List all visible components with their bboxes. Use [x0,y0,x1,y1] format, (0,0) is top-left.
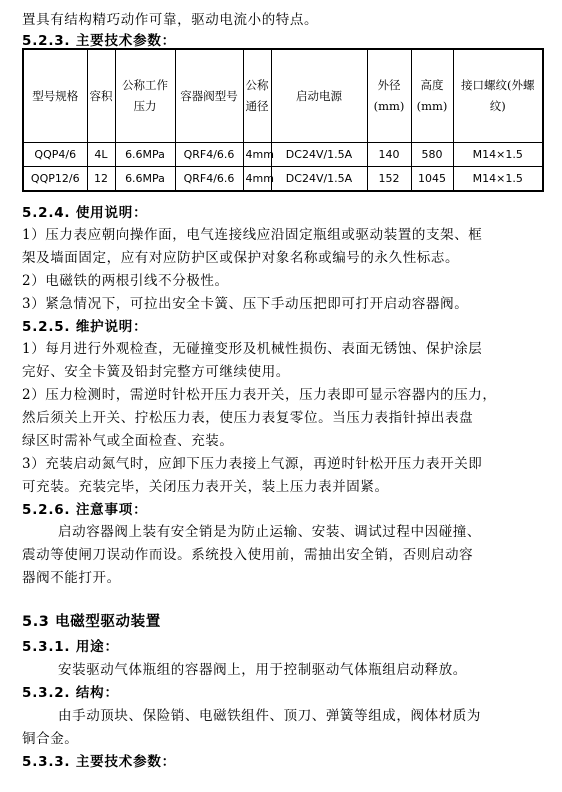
table-row [23,167,543,192]
section-5-2-6-heading [22,498,147,518]
table-cell: QRF4/6.6 [175,143,243,167]
text-line: 2）电磁铁的两根引线不分极性。 [22,273,229,289]
section-number: 5.3.3. [22,754,71,770]
section-title: 主要技术参数： [75,33,176,49]
table-header-cell: 容器阀型号 [175,49,243,143]
text-line: 2）压力检测时，需逆时针松开压力表开关，压力表即可显示容器内的压力， [22,387,497,403]
text-line: 1）每月进行外观检查，无碰撞变形及机械性损伤、表面无锈蚀、保护涂层 [22,341,483,357]
table-cell: QRF4/6.6 [175,167,243,192]
text-line: 3）紧急情况下，可拉出安全卡簧、压下手动压把即可打开启动容器阀。 [22,296,469,312]
table-header-cell: 型号规格 [23,49,87,143]
table-cell: M14×1.5 [453,143,543,167]
table-header-cell: 高度(mm) [411,49,453,143]
section-title: 注意事项： [75,502,148,518]
section-title: 使用说明： [75,205,148,221]
section-number: 5.3.1. [22,639,71,655]
section-5-3-2-heading [22,681,119,701]
section-5-3-heading [22,610,161,631]
table-cell: 1045 [411,167,453,192]
section-number: 5.2.6. [22,502,71,518]
table-header-cell: 接口螺纹(外螺纹) [453,49,543,143]
text-line: 可充装。充装完毕，关闭压力表开关，装上压力表并固紧。 [22,479,389,495]
table-cell: DC24V/1.5A [271,143,367,167]
section-title: 用途： [75,639,119,655]
section-number: 5.3 [22,614,50,630]
table-header-cell: 公称通径 [243,49,271,143]
text-line: 器阀不能打开。 [22,570,121,586]
section-title: 主要技术参数： [75,754,176,770]
section-number: 5.2.4. [22,205,71,221]
table-cell: 4L [87,143,115,167]
table-cell: DC24V/1.5A [271,167,367,192]
table-cell: 580 [411,143,453,167]
text-line: 铜合金。 [22,731,79,747]
table-header-cell: 容积 [87,49,115,143]
table-row [23,143,543,167]
table-header-cell: 外径(mm) [367,49,411,143]
section-5-2-3-heading [22,29,176,49]
section-5-2-4-heading [22,201,147,221]
table-cell: 6.6MPa [115,143,175,167]
table-cell: 152 [367,167,411,192]
section-title: 结构： [75,685,119,701]
table-cell: 4mm [243,167,271,192]
spec-table [22,48,544,192]
text-line: 架及墙面固定，应有对应防护区或保护对象名称或编号的永久性标志。 [22,250,460,266]
table-header-cell: 公称工作压力 [115,49,175,143]
text-line: 完好、安全卡簧及铅封完整方可继续使用。 [22,364,290,380]
text-line: 然后须关上开关、拧松压力表，使压力表复零位。当压力表指针掉出表盘 [22,410,474,426]
text-line: 启动容器阀上装有安全销是为防止运输、安装、调试过程中因碰撞、 [58,524,481,540]
text-line: 安装驱动气体瓶组的容器阀上，用于控制驱动气体瓶组启动释放。 [58,662,467,678]
table-cell: 140 [367,143,411,167]
section-title: 维护说明： [75,319,148,335]
text-line: 1）压力表应朝向操作面，电气连接线应沿固定瓶组或驱动装置的支架、框 [22,227,483,243]
table-cell: M14×1.5 [453,167,543,192]
table-cell: QQP12/6 [23,167,87,192]
table-cell: 6.6MPa [115,167,175,192]
table-cell: QQP4/6 [23,143,87,167]
text-line: 由手动顶块、保险销、电磁铁组件、顶刀、弹簧等组成，阀体材质为 [58,708,481,724]
table-header-row [23,49,543,143]
section-5-2-5-heading [22,315,147,335]
section-title: 电磁型驱动装置 [55,614,161,630]
section-5-3-1-heading [22,635,119,655]
table-header-cell: 启动电源 [271,49,367,143]
section-number: 5.3.2. [22,685,71,701]
section-5-3-3-heading [22,750,176,770]
text-line: 震动等使闸刀误动作而设。系统投入使用前，需抽出安全销，否则启动容 [22,547,474,563]
table-cell: 12 [87,167,115,192]
table-cell: 4mm [243,143,271,167]
text-line: 3）充装启动氮气时，应卸下压力表接上气源，再逆时针松开压力表开关即 [22,456,483,472]
section-number: 5.2.5. [22,319,71,335]
section-number: 5.2.3. [22,33,71,49]
text-line: 绿区时需补气或全面检查、充装。 [22,433,234,449]
intro-text-line: 置具有结构精巧动作可靠，驱动电流小的特点。 [22,12,319,28]
